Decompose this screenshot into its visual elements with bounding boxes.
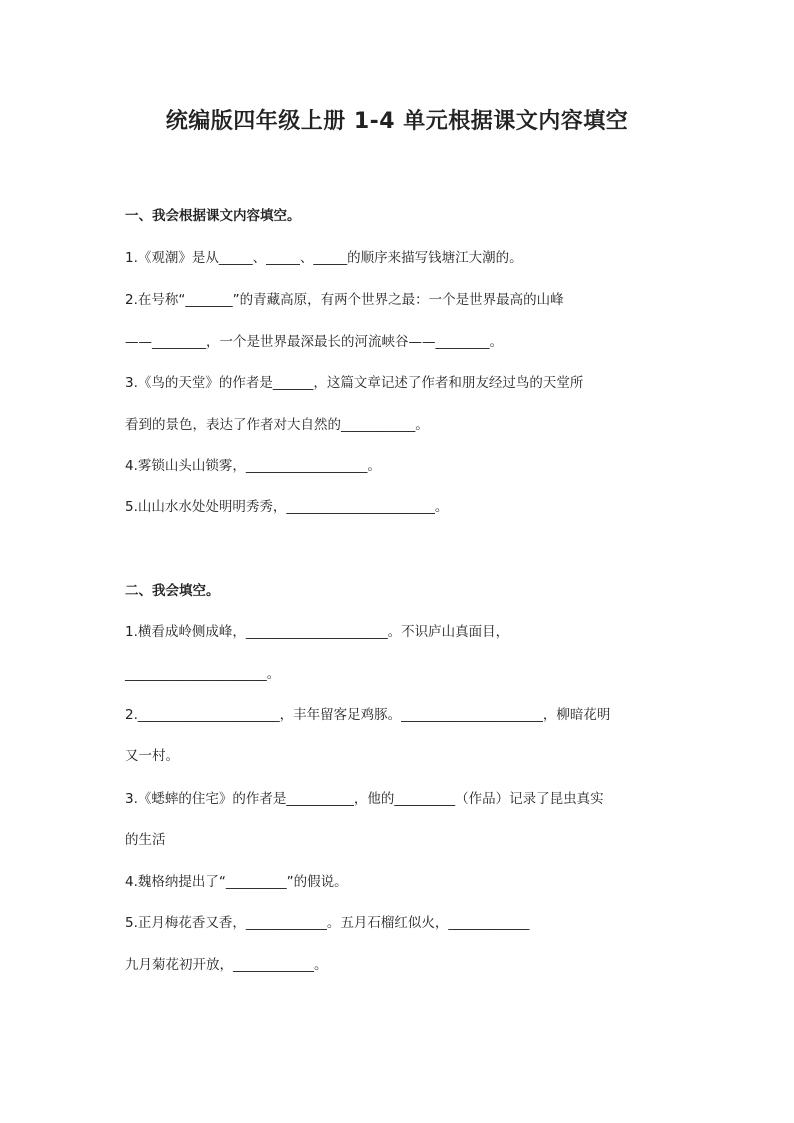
section-2-line-3: 2._____________________，丰年留客足鸡豚。_____________________，柳暗花明 — [125, 707, 611, 723]
section-1-line-5: 看到的景色，表达了作者对大自然的___________。 — [125, 417, 429, 433]
section-1-heading: 一、我会根据课文内容填空。 — [125, 208, 301, 224]
section-2-line-8: 5.正月梅花香又香，____________。五月石榴红似火，____________ — [125, 915, 530, 931]
section-1-line-3: ——________，一个是世界最深最长的河流峡谷——________。 — [125, 334, 503, 350]
section-2-heading: 二、我会填空。 — [125, 583, 220, 599]
section-1-line-1: 1.《观潮》是从_____、_____、_____的顺序来描写钱塘江大潮的。 — [125, 250, 523, 266]
section-1-line-7: 5.山山水水处处明明秀秀，______________________。 — [125, 499, 449, 515]
section-1-line-6: 4.雾锁山头山锁雾，__________________。 — [125, 458, 381, 474]
section-1-line-4: 3.《鸟的天堂》的作者是______，这篇文章记述了作者和朋友经过鸟的天堂所 — [125, 375, 584, 391]
section-2-line-2: _____________________。 — [125, 666, 281, 682]
page-title: 统编版四年级上册 1-4 单元根据课文内容填空 — [165, 109, 629, 134]
section-1-line-2: 2.在号称“_______”的青藏高原，有两个世界之最：一个是世界最高的山峰 — [125, 292, 564, 308]
section-2-line-1: 1.横看成岭侧成峰，_____________________。不识庐山真面目， — [125, 624, 510, 640]
section-2-line-6: 的生活 — [125, 832, 166, 848]
section-2-line-5: 3.《蟋蟀的住宅》的作者是__________，他的_________（作品）记录了昆虫真实 — [125, 791, 604, 807]
section-2-line-7: 4.魏格纳提出了“_________”的假说。 — [125, 874, 348, 890]
section-2-line-9: 九月菊花初开放，____________。 — [125, 957, 328, 973]
section-2-line-4: 又一村。 — [125, 748, 179, 764]
